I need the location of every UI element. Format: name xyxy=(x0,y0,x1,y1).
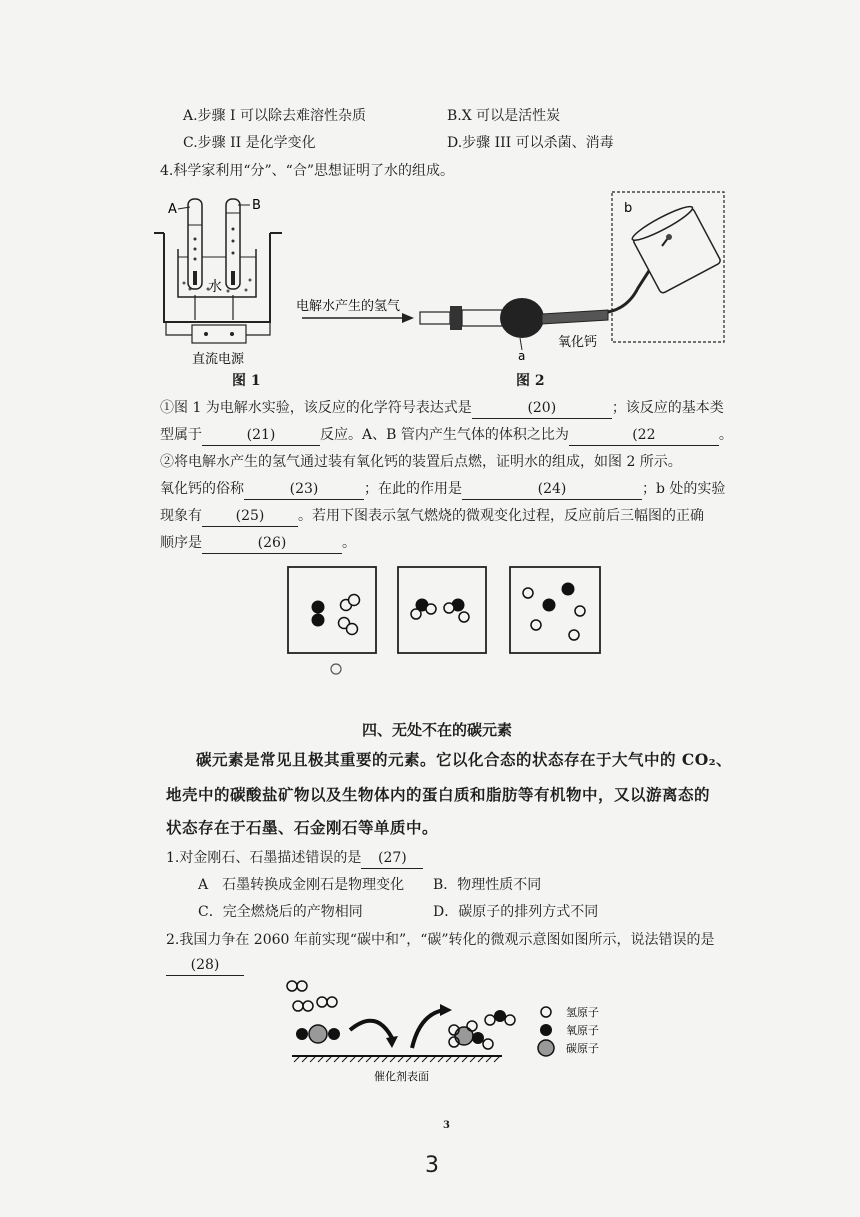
page-number-small: 3 xyxy=(443,1120,450,1131)
q4-line-6-pre: 顺序是 xyxy=(160,535,202,551)
q4-line-1-post: ；该反应的基本类 xyxy=(611,400,724,416)
figure-electrolysis xyxy=(150,185,290,380)
figure-hydrogen-burning xyxy=(290,188,730,378)
legend-carbon: 碳原子 xyxy=(566,1042,599,1055)
q4-line-2 xyxy=(160,425,733,446)
s4-q1-stem: 1.对金刚石、石墨描述错误的是 xyxy=(166,850,362,866)
q4-stem: 4.科学家利用“分”、“合”思想证明了水的组成。 xyxy=(160,163,454,179)
q4-line-4-mid: ；在此的作用是 xyxy=(364,481,462,497)
power-supply-box xyxy=(192,325,246,343)
calcium-oxide-label: 氧化钙 xyxy=(558,335,598,350)
oxygen-atom-legend-icon xyxy=(540,1024,552,1036)
option-d: D.步骤 III 可以杀菌、消毒 xyxy=(447,135,614,151)
option-a: A.步骤 I 可以除去难溶性杂质 xyxy=(183,108,366,124)
q4-line-1-pre: ①图 1 为电解水实验，该反应的化学符号表达式是 xyxy=(160,400,472,416)
page-number: 3 xyxy=(425,1153,439,1178)
carbon-atom-legend-icon xyxy=(538,1040,554,1056)
figure1-caption: 图 1 xyxy=(232,373,261,389)
blank-27[interactable]: (27) xyxy=(361,848,423,869)
q4-line-6-post: 。 xyxy=(342,535,356,551)
carbon-conversion-diagram xyxy=(280,972,640,1084)
option-c: C.步骤 II 是化学变化 xyxy=(183,135,316,151)
q4-line-5-pre: 现象有 xyxy=(160,508,202,524)
point-a-label: a xyxy=(518,349,526,363)
hydrogen-arrow-label: 电解水产生的氢气 xyxy=(296,299,401,314)
blank-20[interactable]: (20) xyxy=(472,398,612,419)
blank-21[interactable]: (21) xyxy=(202,425,320,446)
blank-23[interactable]: (23) xyxy=(244,479,364,500)
section-4-para-line-1: 碳元素是常见且极其重要的元素。它以化合态的状态存在于大气中的 CO₂、 xyxy=(196,750,733,769)
q4-line-5-post: 。若用下图表示氢气燃烧的微观变化过程，反应前后三幅图的正确 xyxy=(298,508,704,524)
s4-q1-option-b: B．物理性质不同 xyxy=(433,877,542,893)
s4-q1-option-c: C．完全燃烧后的产物相同 xyxy=(198,904,363,920)
micro-box-1 xyxy=(288,567,376,653)
s4-q1-option-d: D．碳原子的排列方式不同 xyxy=(433,904,599,920)
micro-box-2 xyxy=(398,567,486,653)
legend-oxygen: 氧原子 xyxy=(566,1024,599,1037)
water-label: 水 xyxy=(208,279,222,295)
q4-line-4 xyxy=(160,479,725,500)
hydrogen-atom-legend-icon xyxy=(541,1007,551,1017)
point-b-label: b xyxy=(624,201,633,216)
section-4-para-line-2: 地壳中的碳酸盐矿物以及生物体内的蛋白质和脂肪等有机物中，又以游离态的 xyxy=(166,785,711,804)
blank-26[interactable]: (26) xyxy=(202,533,342,554)
q4-line-5 xyxy=(160,506,704,527)
blank-25[interactable]: (25) xyxy=(202,506,298,527)
blank-22[interactable]: (22 xyxy=(569,425,719,446)
s4-q2-stem: 2.我国力争在 2060 年前实现“碳中和”，“碳”转化的微观示意图如图所示，说法错误的是 xyxy=(166,932,715,948)
q4-line-1 xyxy=(160,398,724,419)
catalyst-surface-label: 催化剂表面 xyxy=(374,1070,429,1083)
legend-hydrogen: 氢原子 xyxy=(566,1006,599,1019)
blank-24[interactable]: (24) xyxy=(462,479,642,500)
figure2-caption: 图 2 xyxy=(516,373,545,389)
s4-q1 xyxy=(166,848,423,869)
power-supply-label: 直流电源 xyxy=(192,352,245,367)
combustion-micro-diagrams xyxy=(286,565,602,685)
micro-box-3 xyxy=(510,567,600,653)
q4-line-4-pre: 氧化钙的俗称 xyxy=(160,481,244,497)
s4-q1-option-a: A 石墨转换成金刚石是物理变化 xyxy=(198,877,405,893)
blank-28[interactable]: (28) xyxy=(166,955,244,976)
option-b: B.X 可以是活性炭 xyxy=(447,108,561,124)
q4-line-2-pre: 型属于 xyxy=(160,427,202,443)
q4-line-2-mid: 反应。A、B 管内产生气体的体积之比为 xyxy=(320,427,569,443)
q4-line-3: ②将电解水产生的氢气通过装有氧化钙的装置后点燃，证明水的组成，如图 2 所示。 xyxy=(160,454,682,470)
section-4-title: 四、无处不在的碳元素 xyxy=(362,721,513,739)
section-4-para-line-3: 状态存在于石墨、石金刚石等单质中。 xyxy=(166,818,439,837)
q4-line-2-post: 。 xyxy=(718,427,733,443)
q4-line-6 xyxy=(160,533,356,554)
q4-line-4-post: ；b 处的实验 xyxy=(642,481,726,497)
tube-b-label: B xyxy=(252,198,261,213)
tube-a-label: A xyxy=(168,202,177,217)
s4-q2-blank-line xyxy=(166,955,244,976)
